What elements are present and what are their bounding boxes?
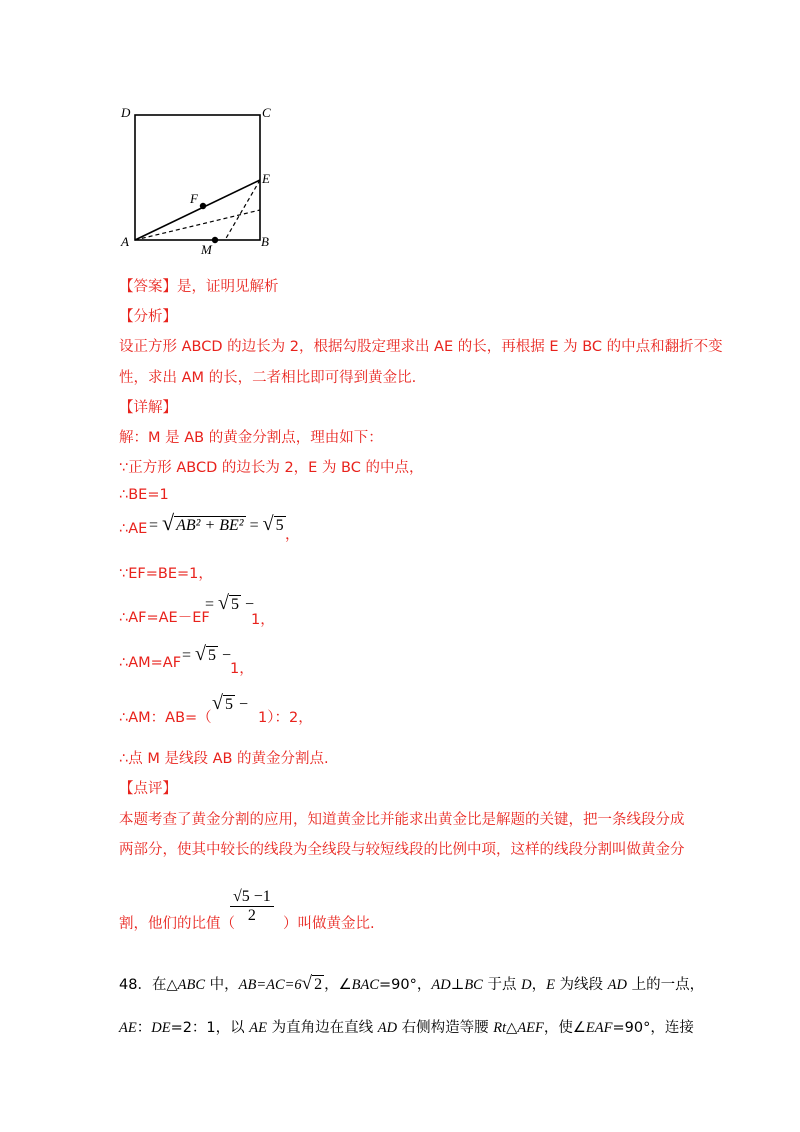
label-e: E — [262, 171, 270, 186]
p48-text: ： — [136, 1020, 152, 1036]
sqrt5-radicand: 5 — [275, 517, 284, 534]
p48-segment-ad: AD — [607, 977, 627, 993]
label-f: F — [190, 191, 198, 206]
detail-line-8-suffix: 1）：2， — [258, 710, 313, 726]
problem-48-line-2 — [119, 1016, 694, 1037]
equals-sign: = — [205, 596, 215, 613]
comment-line-3-b: ）叫做黄金比. — [283, 916, 375, 932]
label-a: A — [121, 234, 129, 249]
p48-text: =90°，连接 — [612, 1020, 694, 1036]
fraction-numerator: √5 −1 — [230, 888, 274, 907]
problem-48-line-1 — [119, 973, 704, 995]
am-formula: = √ 5 − — [182, 643, 232, 665]
sqrt5-radicand: 5 — [224, 696, 233, 713]
minus-sign: − — [222, 647, 232, 664]
detail-line-7 — [119, 655, 181, 671]
detail-line-6 — [119, 606, 210, 627]
p48-text: 为线段 — [554, 977, 608, 993]
detail-line-1: 解：M 是 AB 的黄金分割点，理由如下： — [119, 430, 383, 446]
p48-text: 上的一点， — [626, 977, 705, 993]
answer-text: 是，证明见解析 — [177, 279, 279, 295]
label-m: M — [201, 242, 212, 257]
minus-sign: − — [238, 696, 249, 713]
detail-line-4-suffix: ， — [285, 527, 300, 543]
point-f — [200, 203, 206, 209]
p48-ad: AD — [377, 1020, 398, 1036]
detail-line-8-prefix: ∴AM：AB=（ — [119, 710, 212, 726]
detail-line-4-prefix: ∴AE — [119, 521, 148, 537]
p48-sqrt2: 2 — [314, 976, 323, 993]
p48-text: ，使∠ — [543, 1020, 586, 1036]
point-m — [212, 237, 218, 243]
segment-ae — [135, 180, 260, 240]
p48-text: ， — [531, 977, 547, 993]
sqrt5-radicand: 5 — [231, 596, 240, 613]
detail-label: 【详解】 — [119, 400, 177, 416]
label-c: C — [262, 105, 271, 120]
p48-point-d: D — [521, 977, 532, 993]
comment-line-1: 本题考查了黄金分割的应用，知道黄金比并能求出黄金比是解题的关键，把一条线段分成 — [119, 812, 685, 828]
square-abcd — [135, 115, 260, 240]
ae-formula: = √ AB² + BE² = √ 5 — [149, 510, 284, 535]
p48-text: =90°， — [379, 977, 432, 993]
p48-text: 于点 — [482, 977, 522, 993]
comment-line-2: 两部分，使其中较长的线段为全线段与较短线段的比例中项，这样的线段分割叫做黄金分 — [119, 842, 685, 858]
equals-sign: = — [182, 647, 192, 664]
sqrt5-radicand: 5 — [208, 647, 217, 664]
detail-line-6-prefix: ∴AF=AE－EF — [119, 610, 210, 626]
p48-point-e: E — [546, 977, 555, 993]
answer-line — [119, 275, 279, 296]
p48-ab-ac: AB=AC=6 — [238, 977, 302, 993]
minus-sign: − — [245, 596, 255, 613]
p48-text: 中， — [205, 977, 239, 993]
p48-rt-triangle: Rt△AEF — [493, 1020, 544, 1036]
p48-de: DE — [151, 1020, 171, 1036]
p48-text: ，∠ — [324, 977, 352, 993]
p48-triangle-abc: ABC — [177, 977, 205, 993]
sqrt-radicand: AB² + BE² — [176, 517, 244, 534]
ratio-formula: √ 5 − — [212, 692, 249, 714]
fraction-denominator: 2 — [247, 907, 256, 924]
detail-line-2: ∵正方形 ABCD 的边长为 2，E 为 BC 的中点， — [119, 460, 424, 476]
detail-line-9: ∴点 M 是线段 AB 的黄金分割点. — [119, 751, 329, 767]
analysis-line-2: 性，求出 AM 的长，二者相比即可得到黄金比. — [119, 370, 417, 386]
analysis-label: 【分析】 — [119, 309, 177, 325]
equals-sign-2: = — [249, 517, 259, 534]
p48-angle-eaf: EAF — [585, 1020, 613, 1036]
p48-angle-bac: BAC — [351, 977, 379, 993]
equals-sign: = — [149, 517, 159, 534]
p48-text: =2：1，以 — [170, 1020, 250, 1036]
detail-line-8 — [119, 706, 212, 727]
analysis-line-1: 设正方形 ABCD 的边长为 2，根据勾股定理求出 AE 的长，再根据 E 为 BC 的中点和翻折不变 — [119, 339, 723, 355]
detail-line-5: ∵EF=BE=1， — [119, 566, 213, 582]
p48-text: 为直角边在直线 — [267, 1020, 378, 1036]
comment-line-3-a: 割，他们的比值（ — [119, 916, 235, 932]
sqrt-expression: √ AB² + BE² — [162, 510, 244, 535]
detail-line-6-suffix: 1， — [251, 612, 275, 628]
detail-line-7-prefix: ∴AM=AF — [119, 655, 182, 671]
detail-line-7-suffix: 1， — [230, 661, 254, 677]
p48-ae: AE — [119, 1020, 137, 1036]
sqrt-symbol: √ — [301, 973, 313, 994]
label-b: B — [261, 234, 269, 249]
detail-line-3: ∴BE=1 — [119, 487, 169, 503]
comment-label: 【点评】 — [119, 781, 177, 797]
af-formula: = √ 5 − — [205, 592, 255, 614]
p48-text: 48．在△ — [119, 977, 178, 993]
p48-text: 右侧构造等腰 — [397, 1020, 494, 1036]
answer-label: 【答案】 — [119, 279, 177, 295]
label-d: D — [121, 105, 131, 120]
golden-ratio-fraction — [230, 888, 274, 925]
p48-ae: AE — [249, 1020, 267, 1036]
detail-line-4 — [119, 521, 147, 537]
p48-ad-perp-bc: AD⊥BC — [431, 977, 483, 993]
dashed-line-a — [135, 210, 260, 240]
